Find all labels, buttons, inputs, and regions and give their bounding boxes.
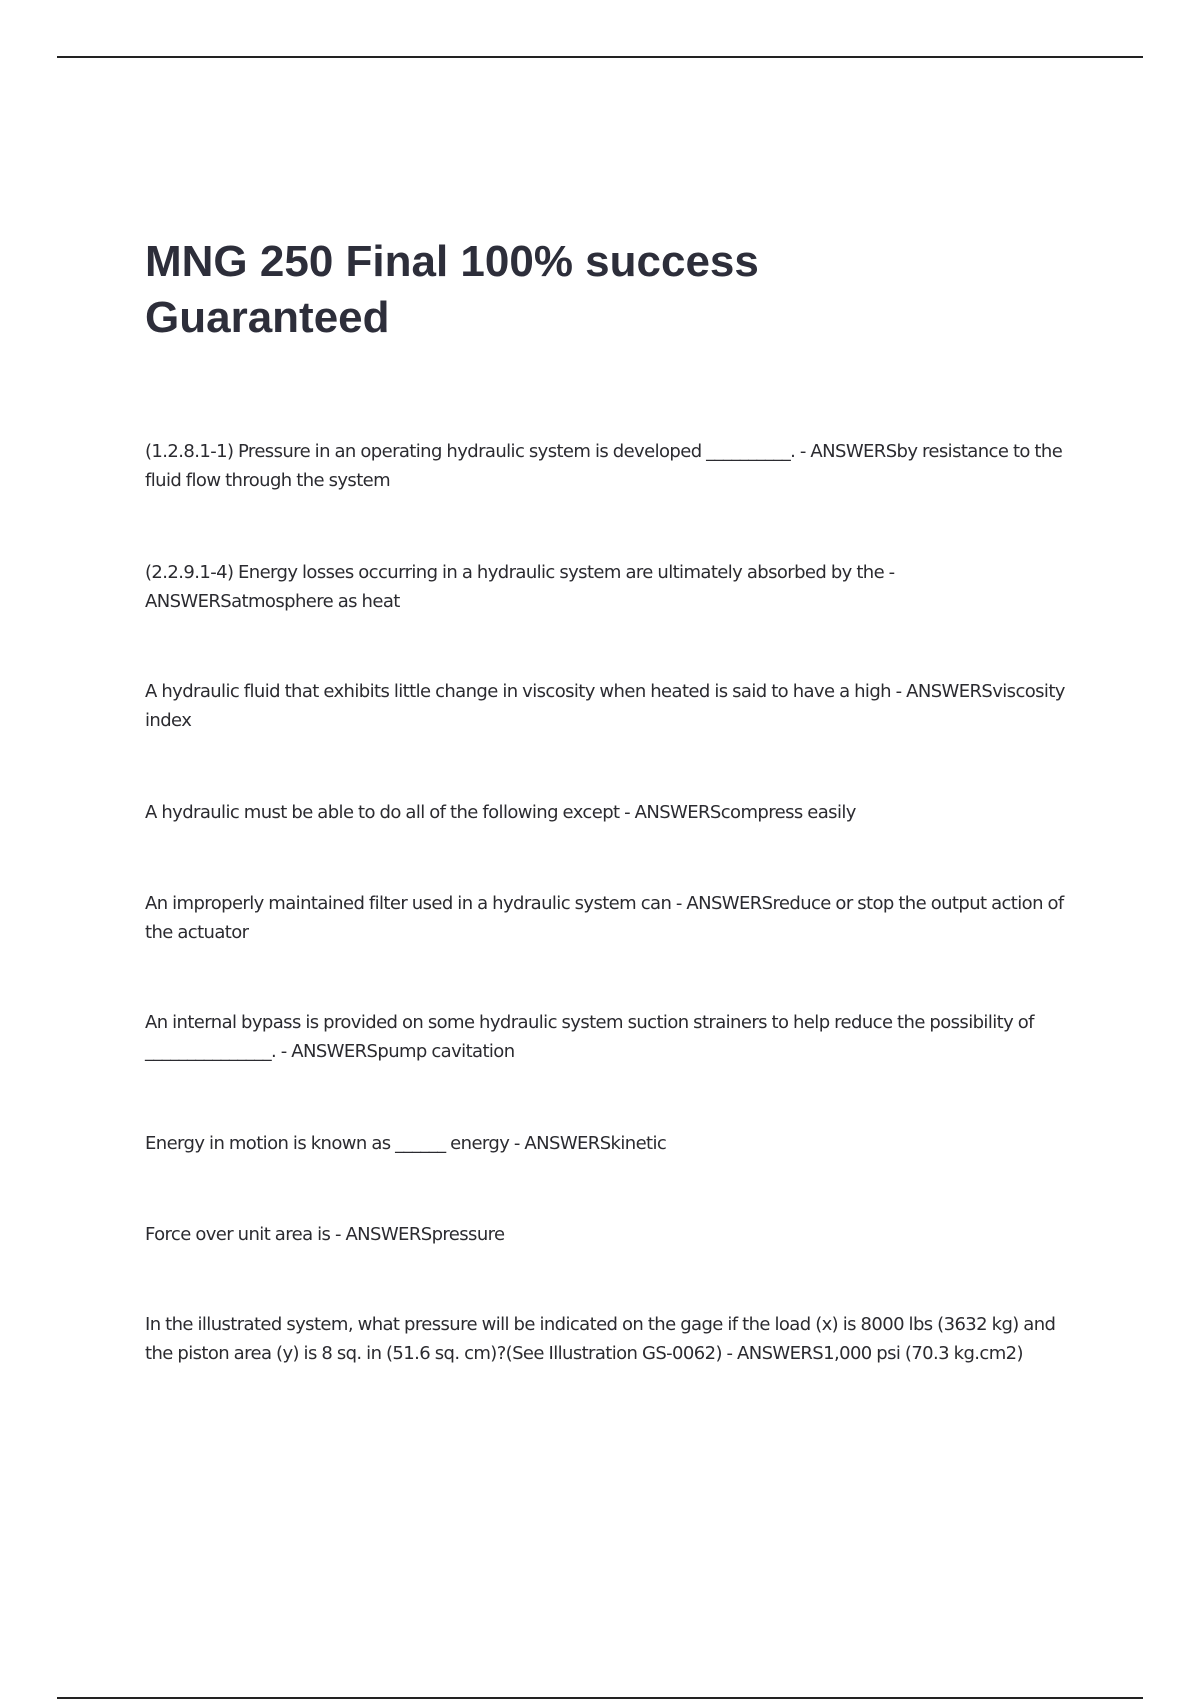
qa-item: In the illustrated system, what pressure will be indicated on the gage if the load (x) is 8000 lbs (3632 kg) and the piston area (y) is 8 sq. in (51.6 sq. cm)?(See Illustration GS-0062) - ANSWERS1,000 psi (70.3 kg.cm2) [145,1314,1056,1364]
footer-divider [57,1697,1143,1699]
qa-item: Energy in motion is known as ______ energy - ANSWERSkinetic [145,1133,667,1154]
qa-item: Force over unit area is - ANSWERSpressure [145,1224,505,1245]
header-divider [57,56,1143,58]
document-title [145,234,1045,346]
qa-item: An improperly maintained filter used in a hydraulic system can - ANSWERSreduce or stop the output action of the actuator [145,893,1064,943]
title-line-2: Guaranteed [145,293,390,342]
title-line-1: MNG 250 Final 100% success [145,237,759,286]
qa-item: (1.2.8.1-1) Pressure in an operating hydraulic system is developed __________. - ANSWERSby resistance to the fluid flow through the system [145,441,1063,491]
qa-item: An internal bypass is provided on some hydraulic system suction strainers to help reduce the possibility of _______________. - ANSWERSpump cavitation [145,1012,1034,1062]
qa-item: (2.2.9.1-4) Energy losses occurring in a hydraulic system are ultimately absorbed by the - ANSWERSatmosphere as heat [145,562,895,612]
qa-item: A hydraulic must be able to do all of the following except - ANSWERScompress easily [145,802,856,823]
qa-item: A hydraulic fluid that exhibits little change in viscosity when heated is said to have a high - ANSWERSviscosity index [145,681,1065,731]
